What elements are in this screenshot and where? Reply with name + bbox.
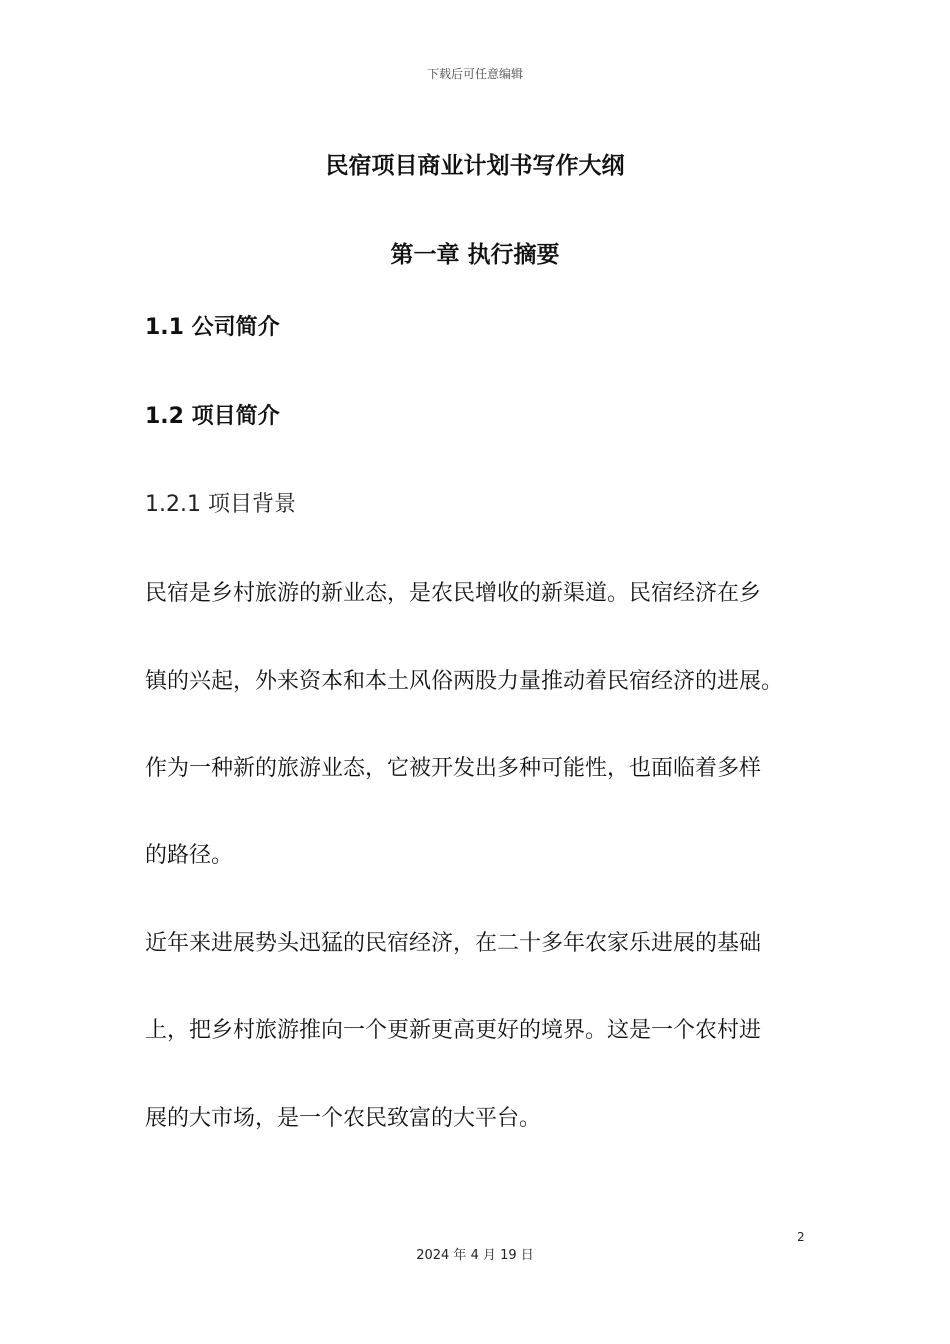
paragraph-line: 镇的兴起，外来资本和本土风俗两股力量推动着民宿经济的进展。 (145, 669, 784, 694)
subsection-heading-project-background: 1.2.1 项目背景 (145, 492, 296, 517)
section-heading-company-intro: 1.1 公司简介 (145, 315, 280, 340)
document-title: 民宿项目商业计划书写作大纲 (325, 153, 625, 179)
footer-date: 2024 年 4 月 19 日 (416, 1248, 534, 1263)
section-heading-project-intro: 1.2 项目简介 (145, 404, 280, 429)
paragraph-line: 民宿是乡村旅游的新业态，是农民增收的新渠道。民宿经济在乡 (145, 581, 762, 606)
page-number: 2 (797, 1230, 805, 1244)
header-note: 下载后可任意编辑 (426, 67, 523, 81)
paragraph-line: 上，把乡村旅游推向一个更新更高更好的境界。这是一个农村进 (145, 1018, 762, 1043)
paragraph-line: 作为一种新的旅游业态，它被开发出多种可能性，也面临着多样 (145, 756, 762, 781)
paragraph-line: 的路径。 (145, 843, 234, 868)
chapter-title: 第一章 执行摘要 (390, 242, 560, 268)
paragraph-line: 近年来进展势头迅猛的民宿经济，在二十多年农家乐进展的基础 (145, 931, 762, 956)
paragraph-line: 展的大市场，是一个农民致富的大平台。 (145, 1106, 542, 1131)
